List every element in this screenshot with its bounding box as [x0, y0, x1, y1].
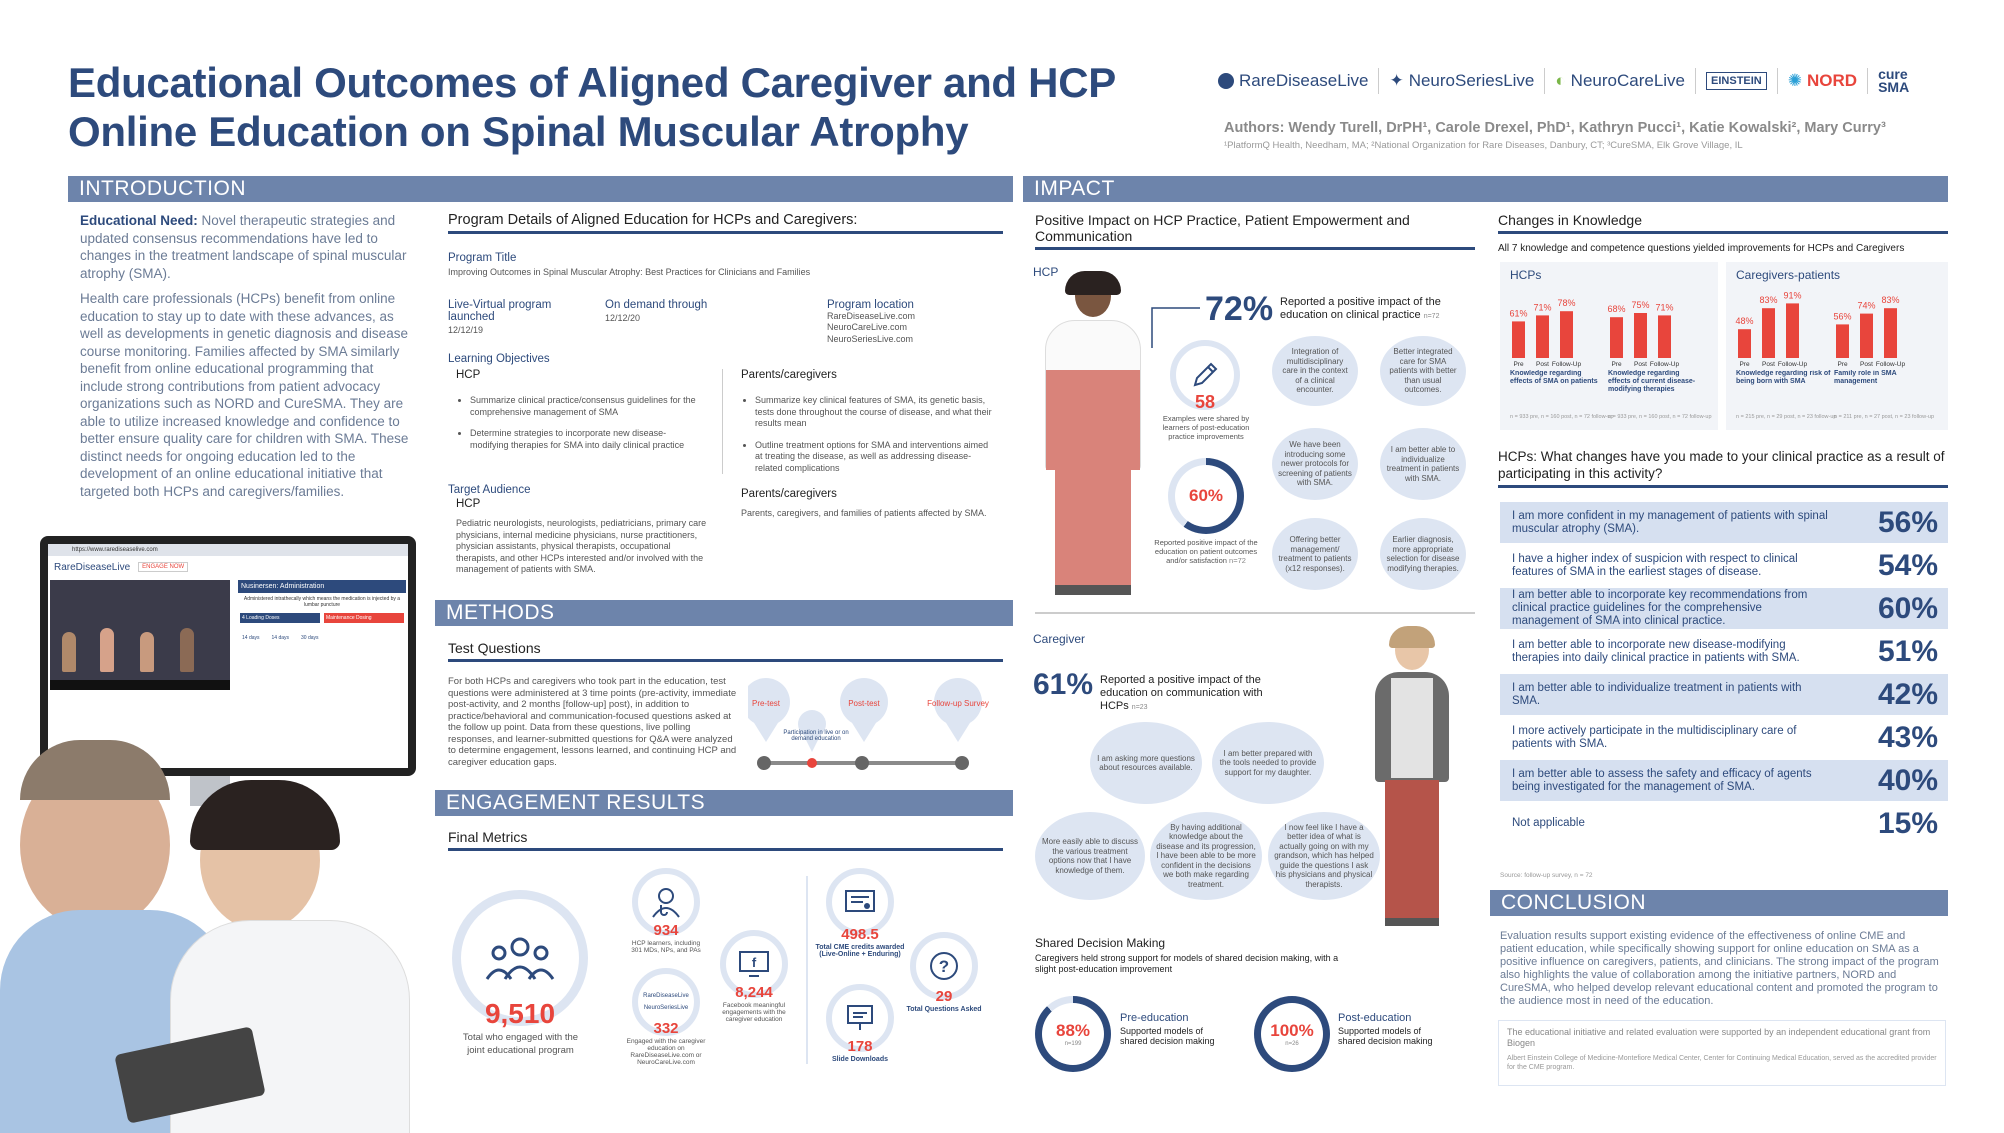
- certificate-icon: [845, 890, 875, 914]
- bar-value-label: 71%: [1533, 302, 1552, 313]
- slide-title: Nusinersen: Administration: [238, 580, 406, 593]
- caregiver-bubble: I am asking more questions about resources available.: [1090, 722, 1202, 804]
- bar-value-label: 83%: [1881, 295, 1900, 306]
- tick-label: Follow-Up: [1875, 361, 1906, 368]
- bar-value-label: 61%: [1509, 308, 1528, 319]
- video-player[interactable]: [50, 580, 230, 690]
- engagement-sub: Final Metrics: [448, 829, 1003, 851]
- clinicians-photo: [0, 740, 420, 1133]
- hcp-chart-title: HCPs: [1510, 268, 1542, 282]
- ta-hcp: Pediatric neurologists, neurologists, pediatricians, primary care physicians, internal medicine physicians, nurse practitioners, physician assistants, physical therapists, occupational therapists, and other HCPs interested and/or involved with the management of patients with SMA.: [456, 518, 707, 574]
- sdm-heading: Shared Decision Making: [1035, 936, 1166, 950]
- tick-label: Pre: [1513, 361, 1524, 368]
- program-title-label: Program Title: [448, 252, 517, 264]
- tick-label: Pre: [1739, 361, 1750, 368]
- logo-curesma: cure SMA: [1878, 66, 1910, 95]
- caregiver-bubble: More easily able to discuss the various treatment options now that I have knowledge of them.: [1035, 812, 1145, 900]
- screen-brand: RareDiseaseLive: [54, 561, 131, 573]
- question-icon: [929, 951, 959, 981]
- changes-row: I am better able to incorporate new disease-modifying therapies into daily clinical practice in patients with SMA. 51%: [1500, 631, 1948, 674]
- changes-row: I am better able to incorporate key recommendations from clinical practice guidelines for the comprehensive management of SMA into clinical practice. 60%: [1500, 588, 1948, 631]
- lo-label: Learning Objectives: [448, 353, 550, 365]
- bar: [1884, 308, 1897, 358]
- pre-text: Supported models of shared decision making: [1120, 1026, 1215, 1046]
- pin-followup-label: Follow-up Survey: [927, 699, 989, 708]
- title-line-1: Educational Outcomes of Aligned Caregiver and HCP: [68, 59, 1116, 106]
- series-label: Knowledge regarding effects of current disease-modifying therapies: [1608, 370, 1696, 393]
- live-date: 12/12/19: [448, 324, 484, 335]
- methods-header: METHODS: [435, 600, 1013, 626]
- total-label: Total who engaged with the joint educational program: [462, 1032, 579, 1056]
- impact-header: IMPACT: [1023, 176, 1948, 202]
- tick-label: Post: [1535, 361, 1550, 368]
- engagement-sub-wrap: [448, 829, 1003, 851]
- conclusion-text: Evaluation results support existing evidence of the effectiveness of online CME and patient education, while specifically showing support for online education on SMA as a positive influence on caregivers, patients, and clinicians. The strong impact of the program also highlights the value of collaboration among the initiative partners, NORD and CureSMA, who helped develop relevant educational content and promoted the program to the audience most in need of the education.: [1500, 930, 1939, 1007]
- sdm-text: Caregivers held strong support for models of shared decision making, with a slight post-education improvement: [1035, 953, 1339, 974]
- slides-icon: [846, 1004, 874, 1032]
- pc-objective: • Outline treatment options for SMA and interventions aimed at treating the disease, as well as addressing disease-related complications: [755, 440, 993, 475]
- changes-row: I more actively participate in the multidisciplinary care of patients with SMA. 43%: [1500, 717, 1948, 760]
- post-ring: 100% n=26: [1254, 996, 1330, 1072]
- changes-source: Source: follow-up survey, n = 72: [1500, 872, 1593, 879]
- program-details: Program Details of Aligned Education for HCPs and Caregivers: Program Title Improving Outcomes in Spinal Muscular Atrophy: Best Practices for Clinicians and Families Live-Virtual program launched 12/12/19 On demand through 12/12/20 Program location RareDiseaseLive.com NeuroCareLive.com NeuroSeriesLive.com Learning Objectives HCP • Summarize clinical practice/consensus guidelines for the comprehensive management of SMA • Determine strategies to incorporate new disease-modifying therapies for SMA into daily clinical practice Parents/caregivers • Summarize key clinical features of SMA, its genetic basis, tests done throughout the course of disease, and what their results mean • Outline treatment options for SMA and interventions aimed at treating the disease, as well as addressing disease-related complications Target Audience HCP Pediatric neurologists, neurologists, pediatricians, primary care physicians, internal medicine physicians, nurse practitioners, physician assistants, physical therapists, occupational therapists, and other HCPs interested and/or involved with the management of patients with SMA. Parents/caregivers Parents, caregivers, and families of patients affected by SMA.: [448, 212, 1003, 576]
- od-label: On demand through: [605, 298, 708, 311]
- tick-label: Follow-Up: [1777, 361, 1808, 368]
- hcp-chart: [1500, 262, 1718, 430]
- test-timeline: [748, 672, 998, 777]
- loc-3: NeuroSeriesLive.com: [827, 333, 914, 344]
- changes-row: Not applicable 15%: [1500, 803, 1948, 846]
- series-note: n = 933 pre, n = 160 post, n = 72 follow-up: [1608, 414, 1712, 420]
- poster-title: [68, 58, 1116, 156]
- bar-value-label: 83%: [1759, 295, 1778, 306]
- affiliations: ¹PlatformQ Health, Needham, MA; ²National Organization for Rare Diseases, Danbury, CT; ³CureSMA, Elk Grove Village, IL: [1224, 140, 1743, 151]
- people-group-icon: [485, 933, 555, 983]
- series-label: Knowledge regarding effects of SMA on patients: [1510, 370, 1598, 385]
- changes-row: I have a higher index of suspicion with respect to clinical features of SMA in the earliest stages of disease. 54%: [1500, 545, 1948, 588]
- bar-value-label: 68%: [1607, 304, 1626, 315]
- ta-label: Target Audience: [448, 484, 531, 496]
- facebook-monitor-icon: [739, 951, 769, 977]
- hcp-objective: • Determine strategies to incorporate new disease-modifying therapies for SMA into daily clinical practice: [470, 428, 704, 451]
- methods-text: For both HCPs and caregivers who took part in the education, test questions were administered at 3 time points (pre-activity, immediate post-activity, and 2 months [follow-up] post), in addition to practice/behavioral and communication-focused questions asked at the follow up point. Data from these questions, live polling responses, and learner-submitted questions for Q&A were analyzed to determine engagement, lessons learned, and continuing HCP and caregiver education gaps.: [448, 676, 737, 768]
- need-label: Educational Need:: [80, 213, 198, 228]
- caregiver-engaged-label: Engaged with the caregiver education on RareDiseaseLive.com or NeuroCareLive.com: [626, 1038, 706, 1066]
- bar-value-label: 74%: [1857, 300, 1876, 311]
- svg-text:?: ?: [938, 957, 950, 976]
- post-label: Post-education: [1338, 1012, 1412, 1024]
- bar: [1836, 324, 1849, 358]
- tick-label: Pre: [1837, 361, 1848, 368]
- cme-credits: 498.5: [841, 926, 879, 943]
- bar: [1738, 329, 1751, 358]
- intro-text: Educational Need: Novel therapeutic strategies and updated consensus recommendations have led to changes in the treatment landscape of spinal muscular atrophy (SMA). Health care professionals (HCPs) benefit from online education to stay up to date with these advances, as well as developments in genetic diagnosis and disease course monitoring. Families affected by SMA similarly benefit from online educational programming that include strong contributions from patient advocacy organizations such as NORD and CureSMA. They are able to utilize increased knowledge and confidence to better ensure quality care for children with SMA. These distinct needs for ongoing education led to the development of an online educational initiative that targeted both HCPs and caregivers/families.: [80, 213, 409, 499]
- n58-label: Examples were shared by learners of post-education practice improvements: [1162, 414, 1250, 441]
- tick-label: Follow-Up: [1649, 361, 1680, 368]
- pct-72-label: Reported a positive impact of the education on clinical practice n=72: [1280, 296, 1441, 321]
- hcp-learners-label: HCP learners, including 301 MDs, NPs, and PAs: [631, 940, 701, 954]
- series-label: Knowledge regarding risk of being born with SMA: [1736, 370, 1831, 385]
- impact-caregiver-label: Caregiver: [1033, 632, 1086, 646]
- changes-row: I am more confident in my management of patients with spinal muscular atrophy (SMA). 56%: [1500, 502, 1948, 545]
- bar-value-label: 56%: [1833, 311, 1852, 322]
- hcp-bubble: Better integrated care for SMA patients with better than usual outcomes.: [1380, 336, 1466, 406]
- bar: [1560, 311, 1573, 358]
- bar: [1536, 315, 1549, 358]
- slide: Nusinersen: Administration Administered intrathecally which means the medication is injected by a lumbar puncture 4 Loading Doses Maintenance Dosing 14 days 14 days 30 days: [238, 580, 406, 690]
- logo-nord: ✺ NORD: [1787, 71, 1858, 90]
- pct-61-label: Reported a positive impact of the education on communication with HCPs n=23: [1100, 674, 1263, 712]
- authors: Authors: Wendy Turell, DrPH¹, Carole Drexel, PhD¹, Kathryn Pucci¹, Katie Kowalski², Mary Curry³: [1224, 120, 1886, 136]
- series-label: Family role in SMA management: [1834, 370, 1897, 385]
- series-note: n = 933 pre, n = 160 post, n = 72 follow-up: [1510, 414, 1614, 420]
- changes-heading-wrap: [1498, 448, 1948, 488]
- tick-label: Pre: [1611, 361, 1622, 368]
- pre-label: Pre-education: [1120, 1012, 1189, 1024]
- od-date: 12/12/20: [605, 312, 641, 323]
- caregiver-engaged: 332: [653, 1020, 679, 1037]
- hcp-learners: 934: [653, 922, 679, 939]
- post-text: Supported models of shared decision making: [1338, 1026, 1433, 1046]
- n58: 58: [1194, 392, 1216, 412]
- bar-value-label: 71%: [1655, 302, 1674, 313]
- browser-url[interactable]: https://www.rarediseaselive.com: [48, 544, 408, 556]
- caregiver-bubble: By having additional knowledge about the disease and its progression, I have been able to be more confident in the decisions we both make regarding treatment.: [1150, 812, 1262, 900]
- caregiver-bubble: I am better prepared with the tools needed to provide support for my daughter.: [1212, 722, 1324, 804]
- provider-text: Albert Einstein College of Medicine-Montefiore Medical Center, Center for Continuing Medical Education, served as the accredited provider for the CME program.: [1507, 1055, 1937, 1071]
- pin-mid-label: Participation in live or on demand education: [783, 730, 849, 742]
- logo-neuroserieslive: ✦ NeuroSeriesLive: [1389, 71, 1535, 90]
- bar-value-label: 78%: [1557, 298, 1576, 309]
- bar: [1610, 317, 1623, 358]
- bar-value-label: 75%: [1631, 300, 1650, 310]
- conclusion-support-box: [1498, 1020, 1946, 1086]
- pct-72: 72%: [1205, 290, 1274, 328]
- hcp-bubble: Integration of multidisciplinary care in the context of a clinical encounter.: [1272, 336, 1358, 406]
- slide-downloads: 178: [847, 1038, 873, 1055]
- loc-1: RareDiseaseLive.com: [827, 310, 916, 321]
- intro-p2: Health care professionals (HCPs) benefit from online education to stay up to date with these advances, as well as developments in genetic diagnosis and disease course monitoring. Families affected by SMA similarly benefit from online educational programming that include strong contributions from patient advocacy organizations such as NORD and CureSMA. They are able to utilize increased knowledge and confidence to better ensure quality care for children with SMA. These distinct needs for ongoing education led to the development of an online educational initiative that targeted both HCPs and caregivers/families.: [80, 291, 409, 499]
- tick-label: Post: [1761, 361, 1776, 368]
- questions-asked: 29: [935, 988, 953, 1005]
- pct-61: 61%: [1033, 668, 1094, 701]
- impact-hcp-label: HCP: [1033, 265, 1059, 279]
- loc-2: NeuroCareLive.com: [827, 322, 908, 332]
- changes-table: [1500, 502, 1948, 846]
- facebook-engagements: 8,244: [735, 984, 773, 1001]
- methods-sub: Test Questions: [448, 640, 1003, 662]
- impact-sub-wrap: [1035, 212, 1475, 250]
- facebook-label: Facebook meaningful engagements with the caregiver education: [722, 1002, 786, 1023]
- conclusion-header: CONCLUSION: [1490, 890, 1948, 916]
- changes-row: I am better able to individualize treatment in patients with SMA. 42%: [1500, 674, 1948, 717]
- sponsor-logos: [1218, 64, 1953, 98]
- ta-pc: Parents, caregivers, and families of patients affected by SMA.: [741, 508, 987, 518]
- svg-text:f: f: [751, 955, 757, 970]
- monitor-screen: [48, 544, 408, 768]
- hcp-bubble: Earlier diagnosis, more appropriate selection for disease modifying therapies.: [1380, 518, 1466, 590]
- total-value: 9,510: [484, 998, 556, 1029]
- questions-label: Total Questions Asked: [906, 1006, 982, 1013]
- intro-header: INTRODUCTION: [68, 176, 1013, 202]
- hcp-chart-panel: [1500, 262, 1718, 430]
- engage-now-button[interactable]: ENGAGE NOW: [138, 562, 188, 572]
- program-heading: Program Details of Aligned Education for HCPs and Caregivers:: [448, 212, 1003, 234]
- bar: [1512, 321, 1525, 358]
- pre-ring: 88% n=199: [1035, 996, 1111, 1072]
- caregiver-chart-panel: [1726, 262, 1948, 430]
- knowledge-sub-wrap: [1498, 212, 1948, 234]
- caregiver-figure: [1365, 630, 1460, 930]
- bar: [1634, 313, 1647, 358]
- impact-sub: Positive Impact on HCP Practice, Patient Empowerment and Communication: [1035, 212, 1475, 250]
- tick-label: Post: [1633, 361, 1648, 368]
- pin-post-label: Post-test: [848, 699, 880, 708]
- knowledge-sub: Changes in Knowledge: [1498, 212, 1948, 234]
- series-note: n = 215 pre, n = 29 post, n = 23 follow-up: [1736, 414, 1837, 420]
- bar: [1786, 303, 1799, 358]
- bar-value-label: 48%: [1735, 316, 1754, 327]
- caregiver-chart: [1726, 262, 1948, 430]
- pc-objective: • Summarize key clinical features of SMA, its genetic basis, tests done throughout the course of disease, and what their results mean: [755, 395, 993, 430]
- knowledge-note: All 7 knowledge and competence questions yielded improvements for HCPs and Caregivers: [1498, 243, 1905, 254]
- series-note: n = 211 pre, n = 27 post, n = 23 follow-up: [1834, 414, 1935, 420]
- logo-neurocarelive: ◐ NeuroCareLive: [1555, 71, 1686, 90]
- pct60-label: Reported positive impact of the education on patient outcomes and/or satisfaction n=72: [1154, 538, 1258, 565]
- logo-einstein: EINSTEIN: [1706, 72, 1767, 90]
- bar: [1860, 314, 1873, 358]
- bar-value-label: 91%: [1783, 290, 1802, 301]
- hcp-objective: • Summarize clinical practice/consensus guidelines for the comprehensive management of SMA: [470, 395, 704, 418]
- changes-heading: HCPs: What changes have you made to your clinical practice as a result of participating in this activity?: [1498, 448, 1948, 488]
- title-line-2: Online Education on Spinal Muscular Atrophy: [68, 108, 969, 155]
- pin-pre-label: Pre-test: [751, 699, 781, 708]
- logo-rarediseaselive: RareDiseaseLive: [1218, 71, 1368, 91]
- pencil-icon: [1189, 359, 1221, 391]
- bar: [1762, 308, 1775, 358]
- bar: [1658, 315, 1671, 358]
- hcp-bubble: We have been introducing some newer protocols for screening of patients with SMA.: [1272, 428, 1358, 500]
- hcp-bubble: Offering better management/ treatment to patients (x12 responses).: [1272, 518, 1358, 590]
- caregiver-bubble: I now feel like I have a better idea of what is actually going on with my grandson, which has helped guide the questions I ask his physicians and physical therapists.: [1268, 812, 1380, 900]
- doctor-icon: [649, 885, 683, 919]
- tick-label: Post: [1859, 361, 1874, 368]
- hcp-bubble: I am better able to individualize treatment in patients with SMA.: [1380, 428, 1466, 500]
- slides-label: Slide Downloads: [831, 1056, 888, 1063]
- loc-label: Program location: [827, 298, 914, 311]
- cme-label: Total CME credits awarded (Live-Online + Enduring): [815, 944, 905, 958]
- hcp-figure: [1030, 275, 1150, 595]
- live-label: Live-Virtual program launched: [448, 298, 552, 323]
- engagement-header: ENGAGEMENT RESULTS: [435, 790, 1013, 816]
- pct60-ring: 60%: [1168, 458, 1244, 534]
- caregiver-chart-title: Caregivers-patients: [1736, 268, 1841, 282]
- program-title: Improving Outcomes in Spinal Muscular Atrophy: Best Practices for Clinicians and Families: [448, 267, 811, 277]
- support-text: The educational initiative and related evaluation were supported by an independent educational grant from Biogen: [1507, 1027, 1931, 1048]
- pin-followup: [934, 678, 982, 742]
- caregiver-ring: RareDiseaseLive NeuroSeriesLive: [632, 968, 700, 1036]
- changes-row: I am better able to assess the safety and efficacy of agents being investigated for the management of SMA. 40%: [1500, 760, 1948, 803]
- tick-label: Follow-Up: [1551, 361, 1582, 368]
